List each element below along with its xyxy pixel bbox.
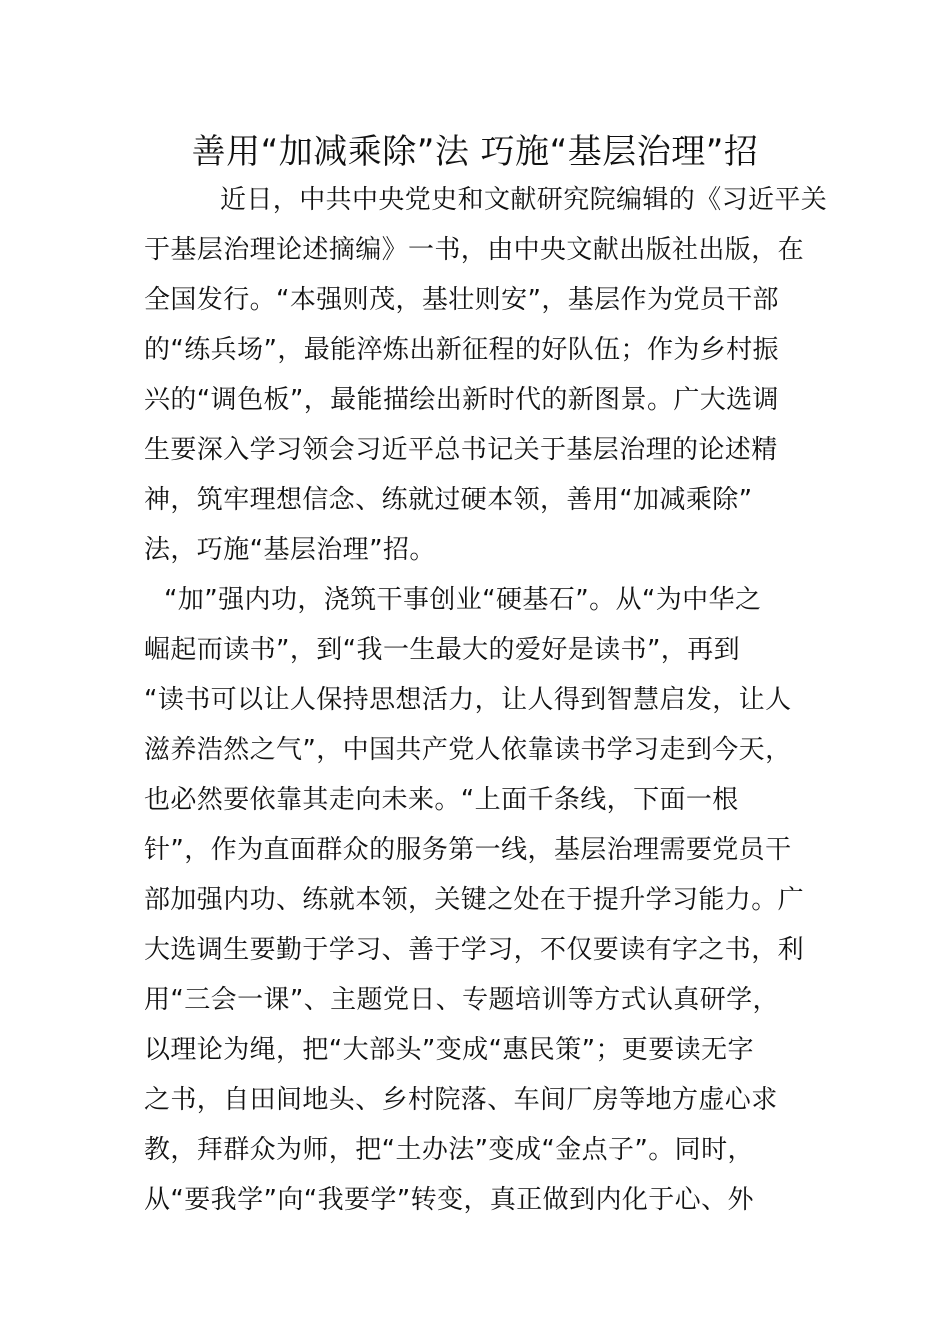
text-line: 针”，作为直面群众的服务第一线，基层治理需要党员干 [144, 835, 792, 865]
text-line: 的“练兵场”，最能淬炼出新征程的好队伍；作为乡村振 [144, 335, 779, 365]
text-line: 大选调生要勤于学习、善于学习，不仅要读有字之书，利 [144, 935, 805, 965]
text-line: 于基层治理论述摘编》一书，由中央文献出版社出版，在 [144, 235, 805, 265]
document-body [144, 175, 828, 1225]
text-line: 全国发行。“本强则茂，基壮则安”，基层作为党员干部 [144, 285, 779, 315]
text-line: 神，筑牢理想信念、练就过硬本领，善用“加减乘除” [144, 485, 753, 515]
document-title: 善用“加减乘除”法 巧施“基层治理”招 [191, 132, 759, 172]
paragraph-intro [144, 175, 828, 575]
text-line: 用“三会一课”、主题党日、专题培训等方式认真研学， [144, 985, 779, 1015]
text-line: 崛起而读书”，到“我一生最大的爱好是读书”，再到 [144, 635, 741, 665]
text-line: 也必然要依靠其走向未来。“上面千条线，下面一根 [144, 785, 739, 815]
paragraph-add [144, 575, 810, 1225]
text-line: 从“要我学”向“我要学”转变，真正做到内化于心、外 [144, 1185, 754, 1215]
text-line: 之书，自田间地头、乡村院落、车间厂房等地方虚心求 [144, 1085, 778, 1115]
text-line: “读书可以让人保持思想活力，让人得到智慧启发，让人 [144, 685, 792, 715]
text-line: 教，拜群众为师，把“土办法”变成“金点子”。同时， [144, 1135, 754, 1165]
text-line: 法，巧施“基层治理”招。 [144, 535, 436, 565]
text-line: 生要深入学习领会习近平总书记关于基层治理的论述精 [144, 435, 778, 465]
text-line: “加”强内功，浇筑干事创业“硬基石”。从“为中华之 [164, 585, 762, 615]
text-line: 兴的“调色板”，最能描绘出新时代的新图景。广大选调 [144, 385, 779, 415]
text-line: 近日，中共中央党史和文献研究院编辑的《习近平关 [220, 185, 828, 215]
text-line: 部加强内功、练就本领，关键之处在于提升学习能力。广 [144, 885, 805, 915]
text-line: 以理论为绳，把“大部头”变成“惠民策”；更要读无字 [144, 1035, 754, 1065]
text-line: 滋养浩然之气”，中国共产党人依靠读书学习走到今天， [144, 735, 792, 765]
